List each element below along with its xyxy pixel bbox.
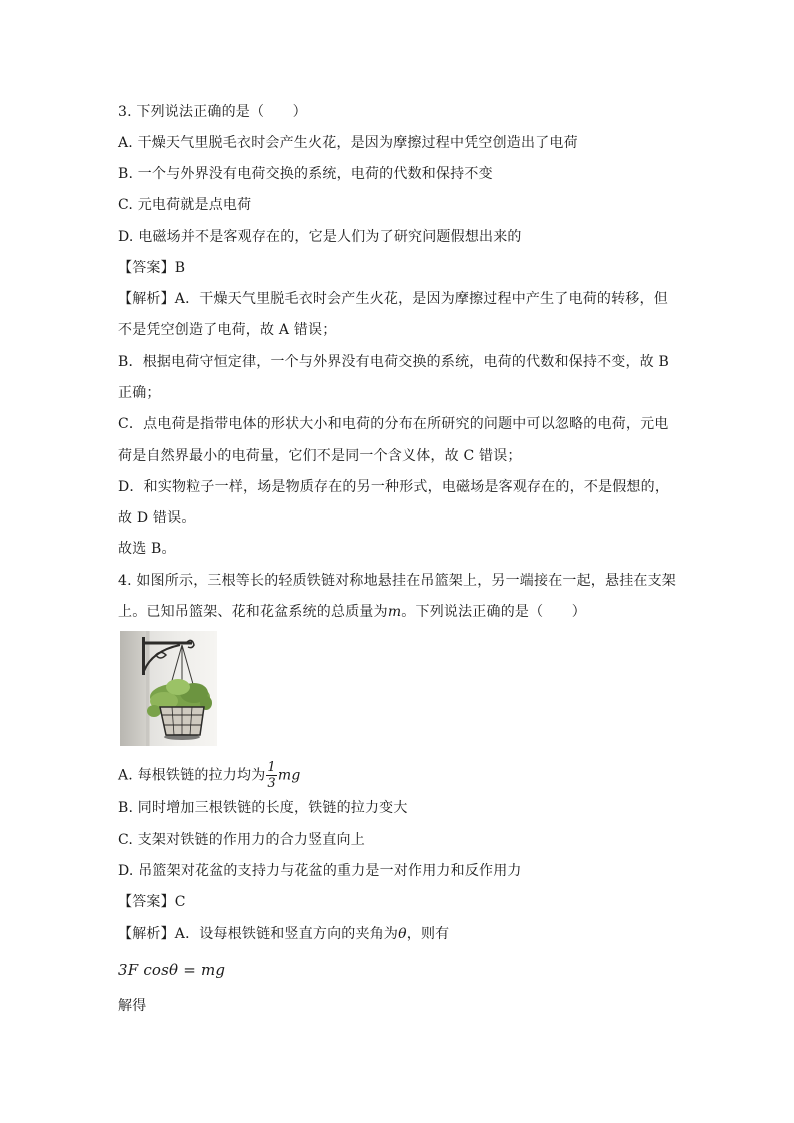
fraction-numerator: 1 <box>267 760 276 775</box>
q4-stem-text: 上。已知吊篮架、花和花盆系统的总质量为 <box>118 604 388 620</box>
theta-variable: θ <box>398 926 407 942</box>
q4-solve-label: 解得 <box>118 998 147 1014</box>
q3-answer: 【答案】B <box>118 260 186 276</box>
q3-option-b: B. 一个与外界没有电荷交换的系统，电荷的代数和保持不变 <box>118 166 493 182</box>
q3-conclusion: 故选 B。 <box>118 541 176 557</box>
q3-option-c: C. 元电荷就是点电荷 <box>118 197 252 213</box>
q4-analysis-text: 【解析】A．设每根铁链和竖直方向的夹角为 <box>118 926 399 942</box>
q4-option-b: B. 同时增加三根铁链的长度，铁链的拉力变大 <box>118 800 408 816</box>
q3-analysis-line: 不是凭空创造了电荷，故 A 错误； <box>118 322 337 338</box>
q4-answer: 【答案】C <box>118 894 186 910</box>
q4-stem-line2 <box>118 602 586 622</box>
q3-option-d: D. 电磁场并不是客观存在的，它是人们为了研究问题假想出来的 <box>118 229 522 245</box>
q3-analysis-line: D．和实物粒子一样，场是物质存在的另一种形式，电磁场是客观存在的，不是假想的， <box>118 479 670 495</box>
q3-analysis-line: C．点电荷是指带电体的形状大小和电荷的分布在所研究的问题中可以忽略的电荷，元电 <box>118 416 669 432</box>
fraction-denominator: 3 <box>267 776 276 791</box>
q3-stem: 3. 下列说法正确的是（ ） <box>118 104 307 120</box>
fraction-one-third <box>266 760 276 791</box>
q4-analysis-text: ，则有 <box>406 926 450 942</box>
q3-analysis-line: 荷是自然界最小的电荷量，它们不是同一个含义体，故 C 错误； <box>118 448 522 464</box>
q4-option-c: C. 支架对铁链的作用力的合力竖直向上 <box>118 832 365 848</box>
q3-analysis-line: 【解析】A．干燥天气里脱毛衣时会产生火花，是因为摩擦过程中产生了电荷的转移，但 <box>118 291 668 307</box>
mass-variable: m <box>387 604 402 620</box>
q3-analysis-line: 正确； <box>118 385 161 401</box>
q4-stem-line1: 4. 如图所示，三根等长的轻质铁链对称地悬挂在吊篮架上，另一端接在一起，悬挂在支架 <box>118 573 677 589</box>
hanging-basket-illustration <box>120 631 217 746</box>
q3-option-a: A. 干燥天气里脱毛衣时会产生火花，是因为摩擦过程中凭空创造出了电荷 <box>118 135 578 151</box>
q4-analysis-line <box>118 924 449 944</box>
q4-stem-text: 。下列说法正确的是（ ） <box>401 604 586 620</box>
force-equation: 3F cosθ = mg <box>118 961 226 979</box>
q4-option-a-text: A. 每根铁链的拉力均为 <box>118 767 266 784</box>
mg-term: mg <box>277 767 301 784</box>
q3-analysis-line: 故 D 错误。 <box>118 510 196 526</box>
q4-option-d: D. 吊篮架对花盆的支持力与花盆的重力是一对作用力和反作用力 <box>118 863 522 879</box>
q3-analysis-line: B．根据电荷守恒定律，一个与外界没有电荷交换的系统，电荷的代数和保持不变，故 B <box>118 354 670 370</box>
hanging-basket-photo <box>120 631 217 746</box>
q4-option-a <box>118 760 301 791</box>
